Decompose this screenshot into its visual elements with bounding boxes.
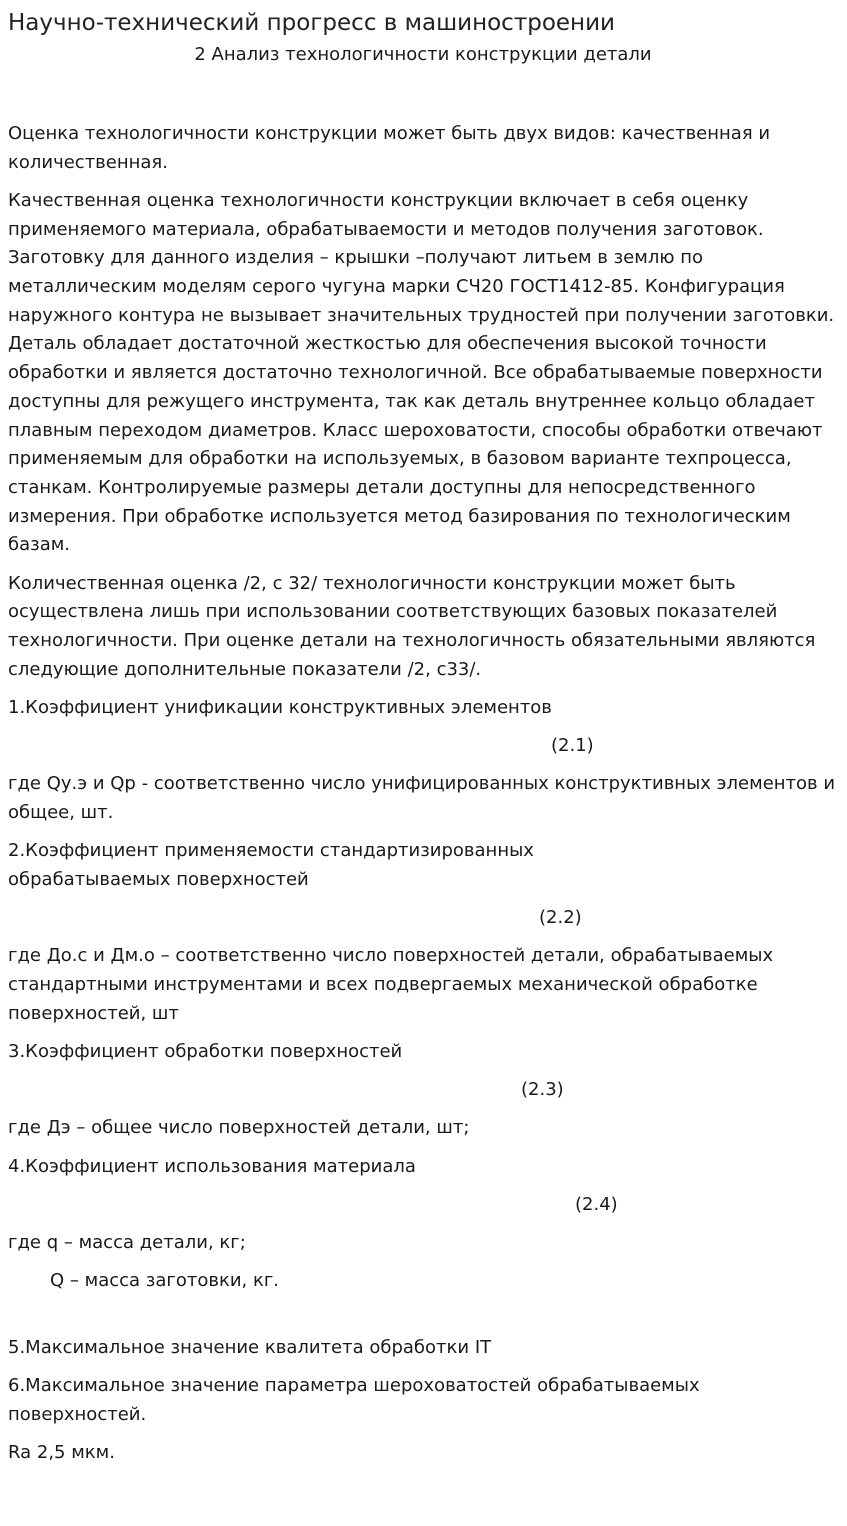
list-item-material-usage: 4.Коэффициент использования материала — [8, 1155, 416, 1177]
list-item-max-quality-grade: 5.Максимальное значение квалитета обработки IT — [8, 1336, 492, 1358]
where-blank-mass: Q – масса заготовки, кг. — [50, 1270, 280, 1292]
list-item-surface-treatment: 3.Коэффициент обработки поверхностей — [8, 1040, 403, 1062]
formula-number-2-1: (2.1) — [551, 735, 594, 757]
list-item-standardized-surfaces: 2.Коэффициент применяемости стандартизированных обрабатываемых поверхностей — [8, 840, 534, 890]
site-title: Научно-технический прогресс в машиностроении — [8, 10, 615, 36]
paragraph-intro: Оценка технологичности конструкции может быть двух видов: качественная и количественная. — [8, 123, 771, 173]
where-standardized-surfaces: где До.с и Дм.о – соответственно число поверхностей детали, обрабатываемых стандартными инструментами и всех подвергаемых механической обработке поверхностей, шт — [8, 945, 774, 1024]
paragraph-quantitative: Количественная оценка /2, с 32/ технологичности конструкции может быть осуществлена лишь при использовании соответствующих базовых показателей технологичности. При оценке детали на технологичность обязательными являются следующие дополнительные показатели /2, с33/. — [8, 572, 816, 680]
where-unification: где Qу.э и Qр - соответственно число унифицированных конструктивных элементов и общее, шт. — [8, 773, 836, 823]
list-item-unification: 1.Коэффициент унификации конструктивных элементов — [8, 696, 552, 718]
where-surface-treatment: где Дэ – общее число поверхностей детали, шт; — [8, 1117, 470, 1139]
formula-number-2-4: (2.4) — [575, 1193, 618, 1215]
section-heading: 2 Анализ технологичности конструкции детали — [194, 44, 652, 65]
roughness-value: Ra 2,5 мкм. — [8, 1441, 115, 1463]
formula-number-2-2: (2.2) — [539, 907, 582, 929]
list-item-max-roughness: 6.Максимальное значение параметра шероховатостей обрабатываемых поверхностей. — [8, 1375, 700, 1425]
document-page — [8, 8, 838, 1477]
formula-number-2-3: (2.3) — [521, 1079, 564, 1101]
paragraph-qualitative: Качественная оценка технологичности конструкции включает в себя оценку применяемого материала, обрабатываемости и методов получения заготовок. Заготовку для данного изделия – крышки –получают литьем в землю по металлическим моделям серого чугуна марки СЧ20 ГОСТ1412-85. Конфигурация наружного контура не вызывает значительных трудностей при получении заготовки. Деталь обладает достаточной жесткостью для обеспечения высокой точности обработки и является достаточно технологичной. Все обрабатываемые поверхности доступны для режущего инструмента, так как деталь внутреннее кольцо обладает плавным переходом диаметров. Класс шероховатости, способы обработки отвечают применяемым для обработки на используемых, в базовом варианте техпроцесса, станкам. Контролируемые размеры детали доступны для непосредственного измерения. При обработке используется метод базирования по технологическим базам. — [8, 189, 835, 556]
where-part-mass: где q – масса детали, кг; — [8, 1231, 246, 1253]
